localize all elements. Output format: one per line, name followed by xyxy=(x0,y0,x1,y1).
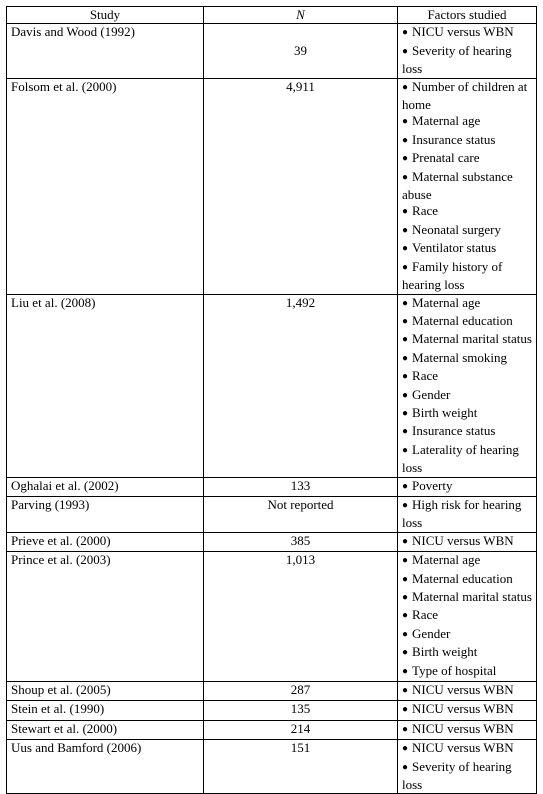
factor-item: ● Severity of hearing loss xyxy=(402,43,532,78)
factors-list xyxy=(402,682,532,700)
factors-list xyxy=(402,533,532,551)
n-cell: Not reported xyxy=(204,496,398,532)
factor-item: ● Insurance status xyxy=(402,423,532,441)
study-cell: Prieve et al. (2000) xyxy=(7,532,204,551)
factors-cell xyxy=(398,682,537,701)
factor-item: ● Race xyxy=(402,607,532,625)
table-row xyxy=(7,78,537,294)
factor-item: ● Maternal age xyxy=(402,552,532,570)
n-cell: 4,911 xyxy=(204,78,398,294)
factors-list xyxy=(402,497,532,532)
factor-item: ● Maternal age xyxy=(402,113,532,131)
factor-item: ● Maternal smoking xyxy=(402,350,532,368)
factors-cell xyxy=(398,701,537,720)
factor-item: ● NICU versus WBN xyxy=(402,701,532,719)
table-row xyxy=(7,294,537,477)
n-cell: 1,013 xyxy=(204,552,398,682)
factor-item: ● Maternal age xyxy=(402,295,532,313)
n-cell: 151 xyxy=(204,740,398,794)
header-study: Study xyxy=(7,7,204,24)
table-row xyxy=(7,496,537,532)
studies-table xyxy=(6,6,537,794)
factor-item: ● Birth weight xyxy=(402,644,532,662)
factors-cell xyxy=(398,720,537,739)
study-cell: Stein et al. (1990) xyxy=(7,701,204,720)
study-cell: Prince et al. (2003) xyxy=(7,552,204,682)
factor-item: ● High risk for hearing loss xyxy=(402,497,532,532)
study-cell: Davis and Wood (1992) xyxy=(7,24,204,78)
header-row xyxy=(7,7,537,24)
table-row xyxy=(7,24,537,78)
factor-item: ● Maternal marital status xyxy=(402,331,532,349)
n-cell: 1,492 xyxy=(204,294,398,477)
factor-item: ● Gender xyxy=(402,626,532,644)
factor-item: ● Family history of hearing loss xyxy=(402,259,532,294)
factor-item: ● Poverty xyxy=(402,478,532,496)
factors-list xyxy=(402,478,532,496)
study-cell: Folsom et al. (2000) xyxy=(7,78,204,294)
factors-list xyxy=(402,721,532,739)
study-cell: Oghalai et al. (2002) xyxy=(7,477,204,496)
study-cell: Liu et al. (2008) xyxy=(7,294,204,477)
factor-item: ● NICU versus WBN xyxy=(402,740,532,758)
table-row xyxy=(7,682,537,701)
factor-item: ● Maternal marital status xyxy=(402,589,532,607)
factor-item: ● NICU versus WBN xyxy=(402,682,532,700)
header-n: N xyxy=(204,7,398,24)
table-row xyxy=(7,701,537,720)
factor-item: ● NICU versus WBN xyxy=(402,533,532,551)
factor-item: ● Ventilator status xyxy=(402,240,532,258)
factor-item: ● Number of children at home xyxy=(402,79,532,114)
table-row xyxy=(7,552,537,682)
factors-list xyxy=(402,295,532,477)
n-cell: 133 xyxy=(204,477,398,496)
factor-item: ● Laterality of hearing loss xyxy=(402,442,532,477)
factors-cell xyxy=(398,477,537,496)
factor-item: ● Neonatal surgery xyxy=(402,222,532,240)
n-cell: 214 xyxy=(204,720,398,739)
n-cell: 39 xyxy=(204,24,398,78)
header-factors: Factors studied xyxy=(398,7,537,24)
factors-cell xyxy=(398,532,537,551)
factors-cell xyxy=(398,24,537,78)
factors-list xyxy=(402,79,532,294)
factors-list xyxy=(402,552,532,681)
factors-cell xyxy=(398,496,537,532)
factor-item: ● Severity of hearing loss xyxy=(402,759,532,794)
factor-item: ● Race xyxy=(402,368,532,386)
factors-cell xyxy=(398,294,537,477)
n-cell: 287 xyxy=(204,682,398,701)
factor-item: ● Maternal education xyxy=(402,313,532,331)
study-cell: Shoup et al. (2005) xyxy=(7,682,204,701)
factors-cell xyxy=(398,78,537,294)
table-row xyxy=(7,720,537,739)
factors-list xyxy=(402,24,532,77)
factors-list xyxy=(402,701,532,719)
factor-item: ● Maternal substance abuse xyxy=(402,169,532,204)
factor-item: ● Maternal education xyxy=(402,571,532,589)
n-cell: 385 xyxy=(204,532,398,551)
factor-item: ● Race xyxy=(402,203,532,221)
factor-item: ● Gender xyxy=(402,387,532,405)
factor-item: ● Type of hospital xyxy=(402,663,532,681)
factor-item: ● Prenatal care xyxy=(402,150,532,168)
table-row xyxy=(7,532,537,551)
factor-item: ● NICU versus WBN xyxy=(402,24,532,42)
study-cell: Uus and Bamford (2006) xyxy=(7,740,204,794)
n-cell: 135 xyxy=(204,701,398,720)
factor-item: ● Birth weight xyxy=(402,405,532,423)
factor-item: ● NICU versus WBN xyxy=(402,721,532,739)
table-row xyxy=(7,477,537,496)
study-cell: Parving (1993) xyxy=(7,496,204,532)
study-cell: Stewart et al. (2000) xyxy=(7,720,204,739)
factor-item: ● Insurance status xyxy=(402,132,532,150)
factors-cell xyxy=(398,552,537,682)
